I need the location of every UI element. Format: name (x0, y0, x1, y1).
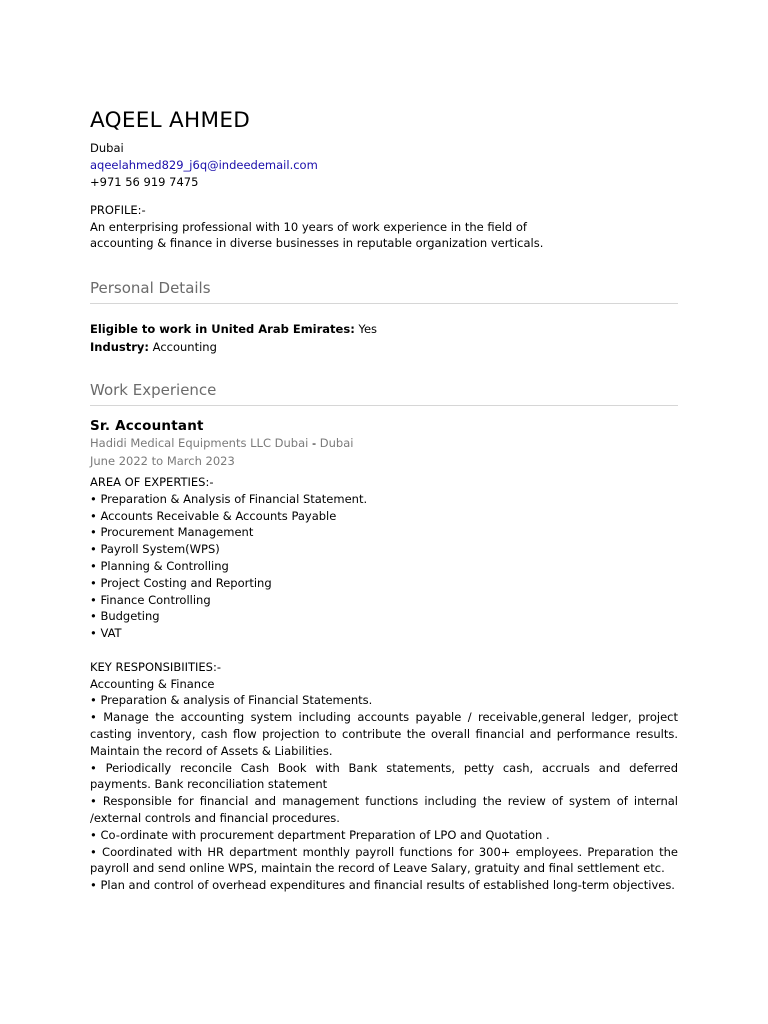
job-dates: June 2022 to March 2023 (90, 454, 235, 468)
industry-label: Industry: (90, 340, 149, 354)
expertise-item: • Budgeting (90, 609, 160, 624)
company-name: Hadidi Medical Equipments LLC Dubai (90, 436, 309, 450)
profile-line-1: An enterprising professional with 10 years of work experience in the field of (90, 219, 527, 234)
company-location: Dubai (319, 436, 354, 450)
expertise-item: • Procurement Management (90, 525, 254, 540)
industry-value: Accounting (149, 340, 217, 354)
expertise-item: • Accounts Receivable & Accounts Payable (90, 508, 337, 523)
personal-details-heading: Personal Details (90, 279, 678, 304)
profile-block (90, 202, 678, 252)
job-description (90, 474, 678, 894)
job-title: Sr. Accountant (90, 418, 204, 434)
responsibility-item: • Manage the accounting system including accounts payable / receivable,general ledger, project casting inventory, cash flow projection to contribute the overall financial and performance results. Maintain the record of Assets & Liabilities. (90, 710, 678, 758)
eligibility-label: Eligible to work in United Arab Emirates: (90, 322, 355, 336)
profile-line-2: accounting & finance in diverse businesses in reputable organization verticals. (90, 236, 544, 250)
expertise-item: • Finance Controlling (90, 592, 211, 607)
responsibility-item: • Co-ordinate with procurement department Preparation of LPO and Quotation . (90, 827, 550, 842)
personal-details-body (90, 320, 377, 356)
responsibilities-label: KEY RESPONSIBIITIES:- (90, 659, 222, 674)
expertise-item: • Project Costing and Reporting (90, 575, 272, 590)
expertise-label: AREA OF EXPERTIES:- (90, 475, 214, 489)
candidate-name: AQEEL AHMED (90, 108, 251, 133)
eligibility-row (90, 320, 377, 338)
eligibility-value: Yes (354, 322, 378, 336)
email-link[interactable]: aqeelahmed829_j6q@indeedemail.com (90, 158, 318, 172)
job-meta (90, 434, 353, 470)
work-experience-heading: Work Experience (90, 381, 678, 406)
phone: +971 56 919 7475 (90, 175, 199, 189)
profile-label: PROFILE:- (90, 203, 146, 217)
industry-row (90, 338, 377, 356)
spacer (90, 642, 678, 659)
responsibilities-subheading: Accounting & Finance (90, 676, 215, 691)
expertise-item: • Preparation & Analysis of Financial Statement. (90, 491, 368, 506)
responsibility-item: • Responsible for financial and management functions including the review of system of internal /external controls and financial procedures. (90, 794, 678, 825)
expertise-item: • VAT (90, 626, 122, 641)
location: Dubai (90, 141, 124, 155)
responsibility-item: • Periodically reconcile Cash Book with Bank statements, petty cash, accruals and deferred payments. Bank reconciliation statement (90, 760, 678, 792)
company-separator: - (308, 436, 320, 450)
expertise-item: • Payroll System(WPS) (90, 542, 220, 557)
responsibility-item: • Plan and control of overhead expenditures and financial results of established long-term objectives. (90, 878, 675, 893)
company-row (90, 434, 353, 452)
responsibility-item: • Preparation & analysis of Financial Statements. (90, 693, 373, 708)
expertise-item: • Planning & Controlling (90, 558, 229, 573)
contact-block (90, 140, 318, 191)
responsibility-item: • Coordinated with HR department monthly payroll functions for 300+ employees. Preparation the payroll and send online WPS, maintain the record of Leave Salary, gratuity and final settlement etc. (90, 844, 678, 876)
